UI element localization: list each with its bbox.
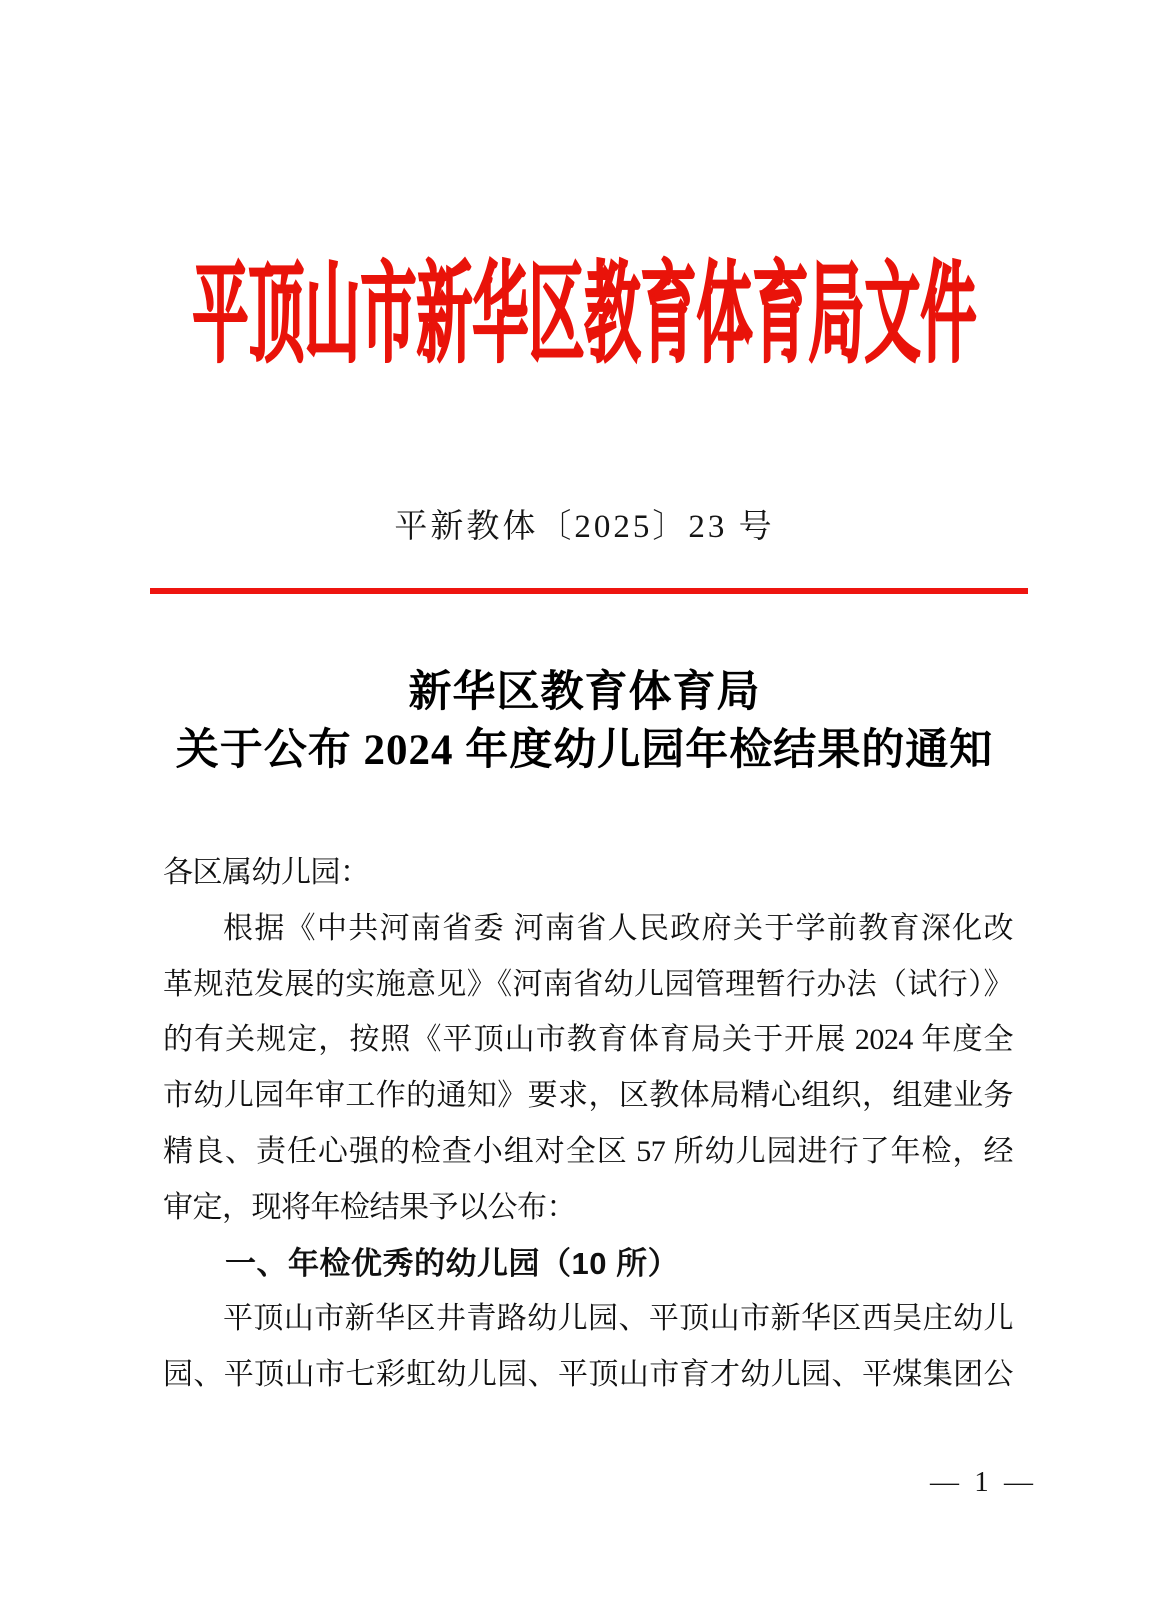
doc-title-line-2: 关于公布 2024 年度幼儿园年检结果的通知 <box>175 727 994 774</box>
body-line: 平顶山市新华区井青路幼儿园、平顶山市新华区西吴庄幼儿 <box>223 1302 1013 1336</box>
letterhead-title: 平顶山市新华区教育体育局文件 <box>192 256 977 378</box>
document-body <box>163 845 1013 1403</box>
body-heading-line: 一、年检优秀的幼儿园（10 所） <box>225 1245 680 1281</box>
doc-title-line-1: 新华区教育体育局 <box>408 669 761 716</box>
red-divider-line <box>150 588 1028 594</box>
letterhead-banner <box>0 256 1169 378</box>
doc-number: 平新教体〔2025〕23 号 <box>394 509 775 545</box>
body-line: 各区属幼儿园： <box>163 856 370 889</box>
body-line: 根据《中共河南省委 河南省人民政府关于学前教育深化改 <box>223 911 1013 945</box>
body-line: 园、平顶山市七彩虹幼儿园、平顶山市育才幼儿园、平煤集团公 <box>163 1358 1013 1392</box>
body-line: 市幼儿园年审工作的通知》要求，区教体局精心组织，组建业务 <box>163 1079 1013 1113</box>
body-line: 审定，现将年检结果予以公布： <box>163 1190 576 1224</box>
body-line: 精良、责任心强的检查小组对全区 57 所幼儿园进行了年检，经 <box>163 1134 1013 1168</box>
page-number: — 1 — <box>930 1466 1037 1498</box>
body-line: 的有关规定，按照《平顶山市教育体育局关于开展 2024 年度全 <box>163 1023 1013 1057</box>
body-line: 革规范发展的实施意见》《河南省幼儿园管理暂行办法（试行）》 <box>163 967 1013 1001</box>
